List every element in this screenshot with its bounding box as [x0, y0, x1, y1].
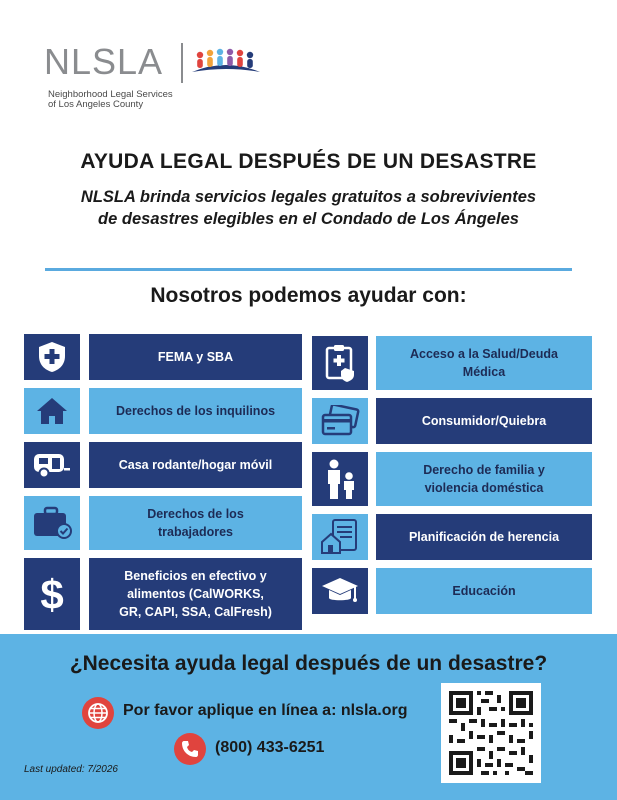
page-subtitle: NLSLA brinda servicios legales gratuitos a sobrevivientes de desastres elegibles en el Condado de Los Ángeles	[80, 188, 537, 228]
qr-code	[441, 683, 541, 783]
service-fema-sba: FEMA y SBA	[89, 334, 302, 380]
last-updated: Last updated: 7/2026	[24, 764, 118, 775]
medical-shield-icon	[24, 334, 80, 380]
service-mobile-home: Casa rodante/hogar móvil	[89, 442, 302, 488]
service-consumer-bankruptcy: Consumidor/Quiebra	[376, 398, 592, 444]
trailer-icon	[24, 442, 80, 488]
svg-text:$: $	[40, 571, 64, 617]
credit-cards-icon	[312, 398, 368, 444]
service-family-law: Derecho de familia y violencia doméstica	[376, 452, 592, 506]
phone-number: (800) 433-6251	[215, 739, 325, 756]
service-worker-rights: Derechos de los trabajadores	[89, 496, 302, 550]
nlsla-logo	[44, 40, 284, 115]
service-tenant-rights: Derechos de los inquilinos	[89, 388, 302, 434]
globe-icon	[82, 697, 114, 729]
apply-online-text: Por favor aplique en línea a: nlsla.org	[123, 702, 408, 719]
service-cash-food-benefits: Beneficios en efectivo y alimentos (CalWORKS, GR, CAPI, SSA, CalFresh)	[89, 558, 302, 630]
family-icon	[312, 452, 368, 506]
dollar-icon	[24, 558, 80, 630]
service-education: Educación	[376, 568, 592, 614]
house-icon	[24, 388, 80, 434]
section-divider	[45, 268, 572, 271]
service-estate-planning: Planificación de herencia	[376, 514, 592, 560]
service-health-medical-debt: Acceso a la Salud/Deuda Médica	[376, 336, 592, 390]
estate-document-icon	[312, 514, 368, 560]
logo-subtitle: Neighborhood Legal Services of Los Angeles County	[48, 89, 173, 110]
logo-wordmark: NLSLA	[44, 41, 164, 82]
briefcase-icon	[24, 496, 80, 550]
page-title: AYUDA LEGAL DESPUÉS DE UN DESASTRE	[80, 150, 537, 173]
services-heading: Nosotros podemos ayudar con:	[150, 284, 467, 307]
medical-clipboard-icon	[312, 336, 368, 390]
logo-divider	[181, 43, 183, 83]
phone-icon	[174, 733, 206, 765]
logo-people-icon	[190, 46, 262, 78]
contact-heading: ¿Necesita ayuda legal después de un desastre?	[69, 652, 548, 675]
graduation-cap-icon	[312, 568, 368, 614]
